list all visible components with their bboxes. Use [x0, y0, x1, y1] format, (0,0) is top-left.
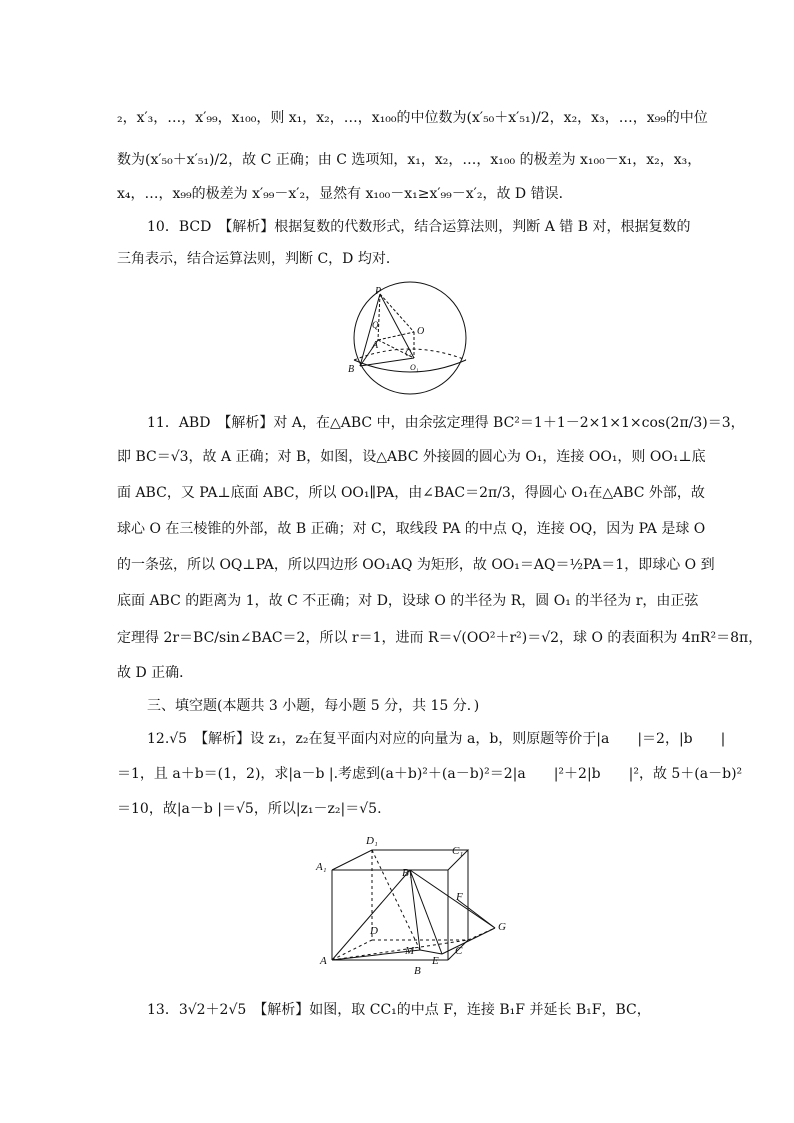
fig2-label-c: C — [455, 945, 463, 957]
text-line-7: 即 BC＝√3，故 A 正确；对 B，如图，设△ABC 外接圆的圆心为 O₁，连接 OO₁，则 OO₁⊥底 — [117, 449, 706, 465]
fig1-label-a: A — [372, 340, 379, 351]
fig2-label-e: E — [432, 955, 439, 967]
fig1-label-c: C — [405, 348, 412, 358]
fig1-label-q: Q — [372, 320, 379, 330]
text-line-15: ＝1，且 a＋b＝(1，2)，求|a－b |.考虑到(a＋b)²＋(a－b)²＝2|a |²＋2|b |²，故 5＋(a－b)² — [117, 766, 743, 782]
text-line-1: ₂，x′₃，…，x′₉₉，x₁₀₀，则 x₁，x₂，…，x₁₀₀的中位数为(x′₅₀＋x′₅₁)/2，x₂，x₃，…，x₉₉的中位 — [117, 110, 708, 126]
fig2-label-b1: B₁ — [402, 867, 413, 879]
section-heading: 三、填空题(本题共 3 小题，每小题 5 分，共 15 分．) — [147, 698, 480, 714]
text-line-6: 11．ABD 【解析】对 A，在△ABC 中，由余弦定理得 BC²＝1＋1－2×1×1×cos(2π/3)＝3， — [147, 415, 745, 431]
text-line-11: 底面 ABC 的距离为 1，故 C 不正确；对 D，设球 O 的半径为 R，圆 O₁ 的半径为 r，由正弦 — [117, 593, 699, 609]
sphere-figure — [340, 280, 480, 400]
fig2-label-f: F — [456, 891, 463, 903]
fig2-label-a: A — [320, 955, 327, 967]
fig2-label-d1: D₁ — [366, 835, 378, 847]
fig2-label-a1: A₁ — [316, 861, 327, 873]
text-line-4: 10．BCD 【解析】根据复数的代数形式，结合运算法则，判断 A 错 B 对，根据复数的 — [147, 219, 691, 235]
text-line-12: 定理得 2r＝BC/sin∠BAC＝2，所以 r＝1，进而 R＝√(OO²＋r²)＝√2，球 O 的表面积为 4πR²＝8π， — [117, 630, 763, 646]
text-line-3: x₄，…，x₉₉的极差为 x′₉₉－x′₂，显然有 x₁₀₀－x₁≥x′₉₉－x′₂，故 D 错误． — [117, 186, 573, 202]
fig2-label-g: G — [498, 921, 506, 933]
fig1-label-o: O — [417, 326, 425, 337]
text-line-13: 故 D 正确． — [117, 665, 194, 681]
fig2-label-d: D — [370, 925, 378, 937]
fig2-label-b: B — [414, 965, 421, 977]
fig1-label-b: B — [348, 364, 355, 375]
text-line-8: 面 ABC，又 PA⊥底面 ABC，所以 OO₁∥PA，由∠BAC＝2π/3，得圆心 O₁在△ABC 外部，故 — [117, 485, 705, 501]
text-line-16: ＝10，故|a－b |＝√5，所以|z₁－z₂|＝√5. — [117, 801, 382, 817]
cube-figure — [310, 828, 520, 978]
text-line-10: 的一条弦，所以 OQ⊥PA，所以四边形 OO₁AQ 为矩形，故 OO₁＝AQ＝½PA＝1，即球心 O 到 — [117, 557, 715, 573]
text-line-14: 12.√5 【解析】设 z₁，z₂在复平面内对应的向量为 a，b，则原题等价于|a |＝2，|b | — [147, 731, 726, 747]
text-line-9: 球心 O 在三棱锥的外部，故 B 正确；对 C，取线段 PA 的中点 Q，连接 OQ，因为 PA 是球 O — [117, 521, 706, 537]
text-line-17: 13．3√2＋2√5 【解析】如图，取 CC₁的中点 F，连接 B₁F 并延长 B₁F，BC， — [147, 1002, 651, 1018]
fig2-label-m: M — [405, 945, 415, 957]
fig1-label-p: P — [375, 286, 382, 297]
fig1-label-o1: O₁ — [410, 363, 419, 372]
text-line-2: 数为(x′₅₀＋x′₅₁)/2，故 C 正确；由 C 选项知，x₁，x₂，…，x₁₀₀ 的极差为 x₁₀₀－x₁，x₂，x₃， — [117, 152, 702, 168]
text-line-5: 三角表示，结合运算法则，判断 C，D 均对． — [117, 251, 400, 267]
fig2-label-c1: C₁ — [452, 845, 464, 857]
